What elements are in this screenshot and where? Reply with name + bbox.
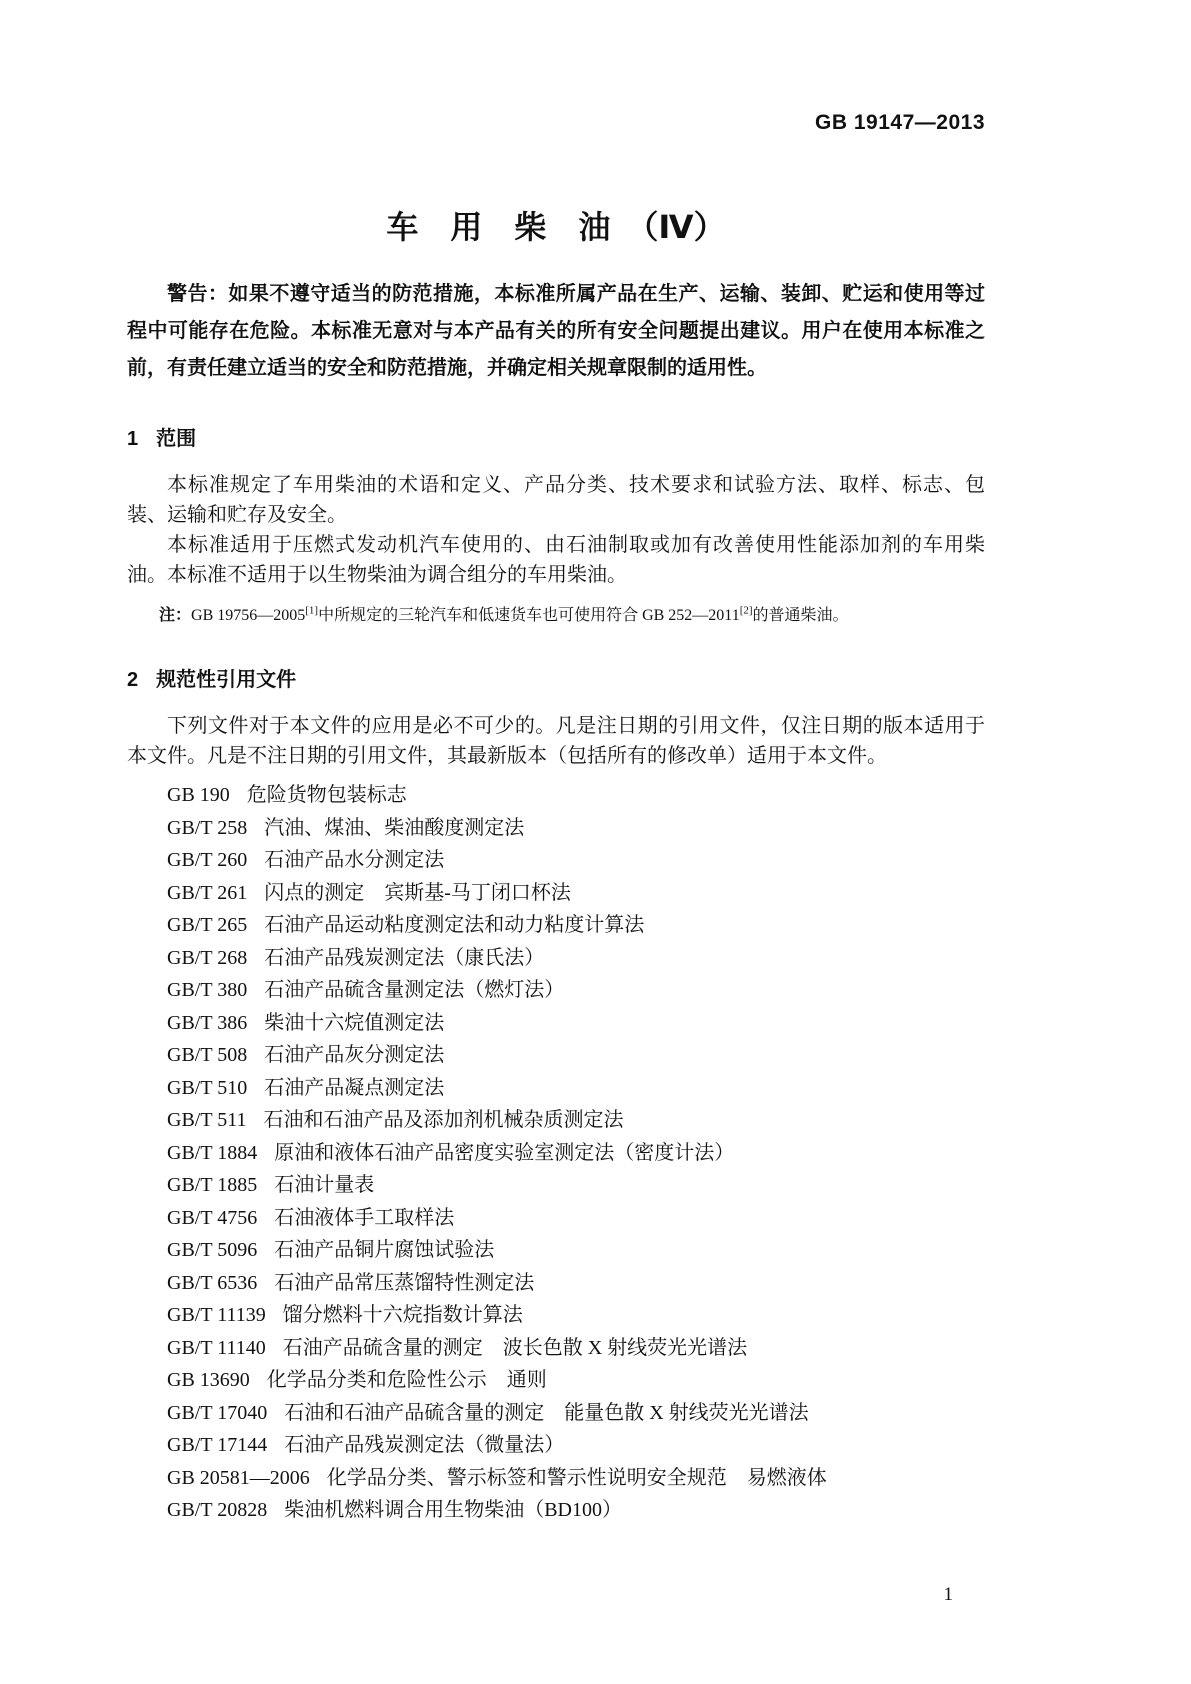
section-1-paragraph-2: 本标准适用于压燃式发动机汽车使用的、由石油制取或加有改善使用性能添加剂的车用柴油。本标准不适用于以生物柴油为调合组分的车用柴油。 — [127, 534, 985, 586]
reference-code: GB/T 380 — [167, 979, 248, 1001]
reference-code: GB/T 260 — [167, 849, 248, 871]
reference-code: GB/T 258 — [167, 816, 248, 839]
reference-item — [167, 974, 985, 1007]
reference-title: 石油产品常压蒸馏特性测定法 — [274, 1271, 535, 1294]
reference-title: 石油产品运动粘度测定法和动力粘度计算法 — [264, 914, 645, 936]
reference-item — [167, 1397, 985, 1430]
reference-title: 石油产品硫含量的测定 波长色散 X 射线荧光光谱法 — [282, 1336, 748, 1359]
reference-item — [167, 1462, 985, 1495]
reference-title: 闪点的测定 宾斯基-马丁闭口杯法 — [264, 881, 571, 904]
reference-item — [167, 1202, 985, 1235]
reference-item — [167, 1039, 985, 1072]
reference-title: 柴油十六烷值测定法 — [264, 1011, 445, 1034]
reference-item — [167, 779, 985, 812]
reference-title: 石油产品残炭测定法（微量法） — [284, 1434, 565, 1456]
document-title: 车 用 柴 油 （Ⅳ） — [386, 209, 726, 245]
reference-code: GB/T 17144 — [167, 1434, 268, 1456]
note-text-part-3: 的普通柴油。 — [752, 607, 849, 624]
standard-number: GB 19147—2013 — [815, 111, 985, 134]
note-superscript-2: [2] — [739, 604, 753, 617]
reference-code: GB/T 511 — [167, 1109, 247, 1131]
reference-code: GB/T 386 — [167, 1011, 248, 1034]
reference-title: 石油产品水分测定法 — [264, 849, 445, 871]
reference-code: GB/T 265 — [167, 914, 248, 936]
reference-title: 原油和液体石油产品密度实验室测定法（密度计法） — [274, 1141, 735, 1164]
reference-title: 化学品分类和危险性公示 通则 — [266, 1369, 547, 1391]
section-1-title: 范围 — [156, 428, 197, 450]
warning-label: 警告： — [167, 283, 229, 305]
note-text-part-2: 中所规定的三轮汽车和低速货车也可使用符合 GB 252—2011 — [318, 607, 740, 624]
reference-title: 石油和石油产品硫含量的测定 能量色散 X 射线荧光光谱法 — [284, 1401, 809, 1424]
reference-title: 石油产品硫含量测定法（燃灯法） — [264, 979, 565, 1001]
reference-title: 石油计量表 — [274, 1174, 375, 1196]
reference-title: 石油产品灰分测定法 — [264, 1044, 445, 1066]
reference-code: GB/T 4756 — [167, 1206, 258, 1229]
section-1-heading — [127, 427, 985, 452]
reference-title: 石油产品残炭测定法（康氏法） — [264, 946, 545, 969]
reference-item — [167, 1364, 985, 1397]
note-label: 注： — [159, 607, 192, 624]
reference-item — [167, 1007, 985, 1040]
reference-code: GB/T 268 — [167, 946, 248, 969]
reference-title: 石油和石油产品及添加剂机械杂质测定法 — [263, 1109, 624, 1131]
note-text-part-1: GB 19756—2005 — [191, 607, 306, 624]
reference-code: GB 13690 — [167, 1369, 250, 1391]
reference-item — [167, 1234, 985, 1267]
reference-item — [167, 909, 985, 942]
section-1-note — [127, 604, 985, 628]
reference-title: 馏分燃料十六烷指数计算法 — [282, 1304, 523, 1326]
reference-item — [167, 1104, 985, 1137]
reference-code: GB/T 261 — [167, 881, 248, 904]
reference-title: 石油产品铜片腐蚀试验法 — [274, 1239, 495, 1261]
reference-title: 化学品分类、警示标签和警示性说明安全规范 易燃液体 — [326, 1466, 827, 1489]
reference-item — [167, 877, 985, 910]
note-superscript-1: [1] — [305, 604, 319, 617]
reference-code: GB/T 6536 — [167, 1271, 258, 1294]
reference-item — [167, 1494, 985, 1527]
reference-code: GB/T 11139 — [167, 1304, 266, 1326]
reference-item — [167, 1169, 985, 1202]
section-2-heading — [127, 668, 985, 693]
reference-code: GB/T 17040 — [167, 1401, 268, 1424]
reference-code: GB/T 508 — [167, 1044, 248, 1066]
reference-code: GB 190 — [167, 784, 230, 806]
reference-code: GB/T 5096 — [167, 1239, 258, 1261]
reference-item — [167, 1332, 985, 1365]
reference-code: GB/T 11140 — [167, 1336, 266, 1359]
reference-item — [167, 1429, 985, 1462]
reference-item — [167, 942, 985, 975]
reference-title: 危险货物包装标志 — [246, 784, 407, 806]
reference-item — [167, 812, 985, 845]
references-list — [127, 779, 985, 1527]
section-2-title: 规范性引用文件 — [156, 669, 297, 691]
reference-code: GB/T 1884 — [167, 1141, 258, 1164]
reference-title: 柴油机燃料调合用生物柴油（BD100） — [284, 1499, 622, 1521]
reference-title: 汽油、煤油、柴油酸度测定法 — [264, 816, 525, 839]
page-content — [127, 0, 985, 1684]
warning-text: 如果不遵守适当的防范措施，本标准所属产品在生产、运输、装卸、贮运和使用等过程中可能存在危险。本标准无意对与本产品有关的所有安全问题提出建议。用户在使用本标准之前，有责任建立适当的安全和防范措施，并确定相关规章限制的适用性。 — [127, 283, 986, 379]
section-1-paragraph-1: 本标准规定了车用柴油的术语和定义、产品分类、技术要求和试验方法、取样、标志、包装、运输和贮存及安全。 — [127, 474, 985, 526]
reference-item — [167, 1137, 985, 1170]
section-1-number: 1 — [127, 428, 139, 450]
reference-item — [167, 844, 985, 877]
reference-code: GB/T 20828 — [167, 1499, 268, 1521]
reference-code: GB/T 1885 — [167, 1174, 258, 1196]
section-2-number: 2 — [127, 669, 139, 691]
reference-item — [167, 1267, 985, 1300]
reference-title: 石油液体手工取样法 — [274, 1206, 455, 1229]
page-number: 1 — [943, 1584, 953, 1605]
reference-code: GB 20581—2006 — [167, 1466, 310, 1489]
warning-paragraph — [127, 276, 985, 387]
reference-item — [167, 1072, 985, 1105]
reference-title: 石油产品凝点测定法 — [264, 1076, 445, 1099]
reference-code: GB/T 510 — [167, 1076, 248, 1099]
section-2-intro-paragraph: 下列文件对于本文件的应用是必不可少的。凡是注日期的引用文件，仅注日期的版本适用于本文件。凡是不注日期的引用文件，其最新版本（包括所有的修改单）适用于本文件。 — [127, 715, 985, 767]
reference-item — [167, 1299, 985, 1332]
